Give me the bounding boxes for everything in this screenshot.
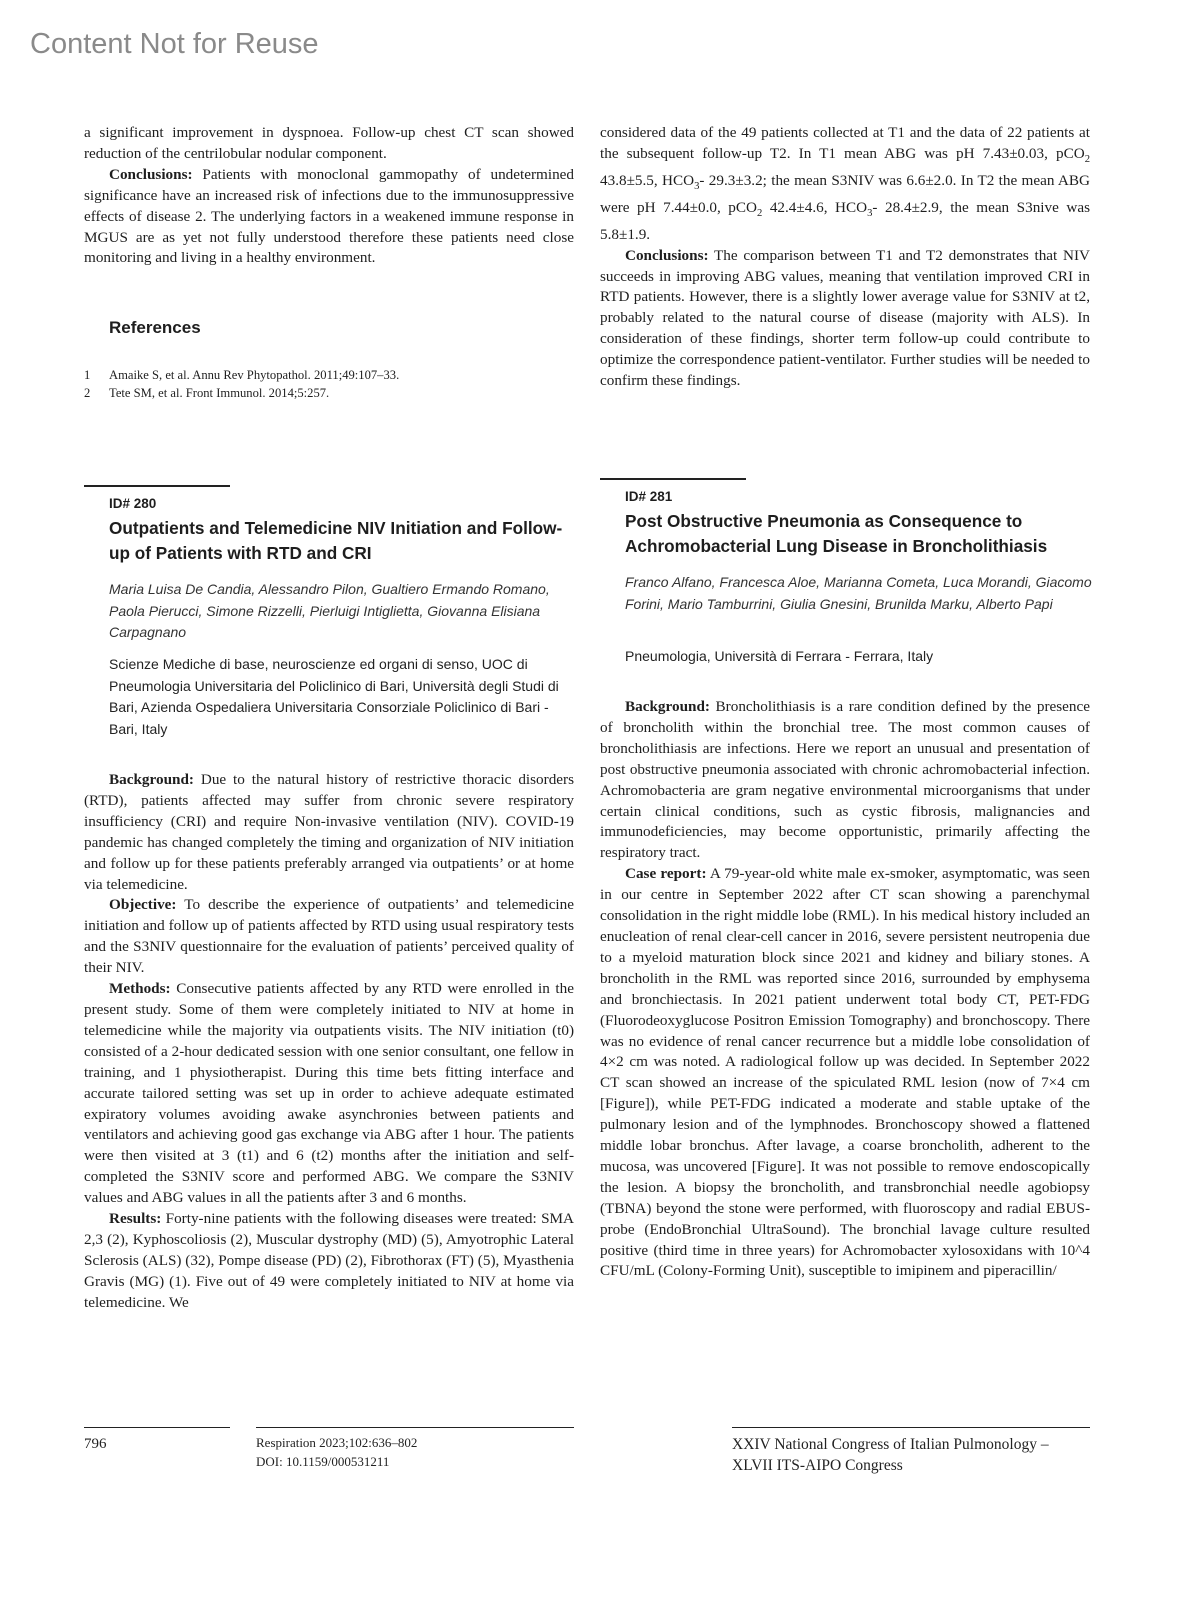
objective-label: Objective: [109, 896, 177, 914]
results-label: Results: [109, 1210, 162, 1228]
background-paragraph [600, 697, 1090, 864]
congress-line: XLVII ITS-AIPO Congress [732, 1457, 903, 1474]
results-paragraph [84, 1209, 574, 1314]
background-text: Due to the natural history of restrictive thoracic disorders (RTD), patients affected may suffer from chronic severe respiratory insufficiency (CRI) and require Non-invasive ventilation (NIV). COVID-19 pandemic has changed completely the timing and organization of NIV initiation and follow up for these patients preferably arranged via outpatients’ or at home via telemedicine. [84, 771, 574, 893]
background-label: Background: [625, 698, 710, 715]
case-report-text: A 79-year-old white male ex-smoker, asymptomatic, was seen in our centre in September 2022 after CT scan showing a parenchymal consolidation in the right middle lobe (RML). In his medical history included an enucleation of renal clear-cell cancer in 2016, severe persistent neutropenia due to a myeloid maturation block since 2021 and kidney and biliary stones. A broncholith in the RML was reported since 2016, surrounded by emphysema and bronchiectasis. In 2021 patient underwent total body CT, PET-FDG (Fluorodeoxyglucose Positron Emission Tomography) and bronchoscopy. There was no evidence of renal cancer recurrence but a middle lobe consolidation of 4×2 cm was noted. A radiological follow up was decided. In September 2022 CT scan showed an increase of the spiculated RML lesion (now of 7×4 cm [Figure]), while PET-FDG indicated a moderate and stable uptake of the pulmonary lesion and of the lymphnodes. Bronchoscopy showed a flattened middle lobar bronchus. After lavage, a coarse broncholith, adherent to the mucosa, was uncovered [Figure]. It was not possible to remove endoscopically the lesion. A biopsy the broncholith, and transbronchial needle agobiopsy (TBNA) beyond the stone were performed, with fluoroscopy and radial EBUS-probe (EndoBronchial UltraSound). The bronchial lavage culture resulted positive (third time in three years) for Achromobacter xylosoxidans with 10^4 CFU/mL (Colony-Forming Unit), susceptible to imipinem and piperacillin/ [600, 865, 1090, 1280]
results-text: Forty-nine patients with the following diseases were treated: SMA 2,3 (2), Kyphoscoliosis (2), Muscular dystrophy (MD) (5), Amyotrophic Lateral Sclerosis (ALS) (32), Pompe disease (PD) (2), Fibrothorax (FT) (5), Myasthenia Gravis (MG) (1). Five out of 49 were completely initiated to NIV at home via telemedicine. We [84, 1210, 574, 1311]
journal-name: Respiration 2023;102:636–802 [256, 1435, 418, 1450]
subscript: 2 [1084, 153, 1090, 165]
abstract-id: ID# 281 [625, 489, 673, 504]
references-heading: References [109, 318, 201, 337]
methods-label: Methods: [109, 980, 171, 998]
objective-paragraph [84, 895, 574, 979]
right-column-top [600, 123, 1090, 392]
results-continued-paragraph [600, 123, 1090, 246]
reference-list [84, 366, 574, 402]
case-report-paragraph [600, 864, 1090, 1282]
results-text: 43.8±5.5, HCO [600, 171, 695, 189]
congress-title [732, 1434, 1049, 1476]
abstract-281-body [600, 697, 1090, 1282]
left-column-top [84, 123, 574, 269]
reference-number: 2 [84, 386, 91, 400]
conclusions-label: Conclusions: [109, 165, 193, 183]
abstract-id: ID# 280 [109, 496, 157, 511]
abstract-title: Outpatients and Telemedicine NIV Initiation and Follow-up of Patients with RTD and CRI [109, 518, 563, 563]
case-report-label: Case report: [625, 865, 707, 883]
abstract-affiliation: Pneumologia, Università di Ferrara - Ferrara, Italy [625, 648, 934, 664]
results-text: considered data of the 49 patients collected at T1 and the data of 22 patients at the subsequent follow-up T2. In T1 mean ABG was pH 7.43±0.03, pCO [600, 124, 1090, 162]
footer-rule [256, 1427, 574, 1428]
subscript: 2 [757, 207, 763, 219]
abstract-title: Post Obstructive Pneumonia as Consequence to Achromobacterial Lung Disease in Broncholithiasis [625, 511, 1048, 556]
reference-item [84, 366, 574, 384]
reference-text: Tete SM, et al. Front Immunol. 2014;5:257. [109, 386, 330, 400]
methods-text: Consecutive patients affected by any RTD were enrolled in the present study. Some of them were completely initiated to NIV at home in telemedicine while the majority via outpatients visits. The NIV initiation (t0) consisted of a 2-hour dedicated session with one senior consultant, one fellow in training, and 1 physiotherapist. During this time bets fitting interface and accurate tailored setting was set up in order to achieve adequate estimated expiratory volumes avoiding awake asynchronies between patients and ventilators and achieving good gas exchange via ABG after 1 hour. The patients were then visited at 3 (t1) and 6 (t2) months after the initiation and self-completed the S3NIV score and performed ABG. We compare the S3NIV values and ABG values in all the patients after 3 and 6 months. [84, 980, 574, 1207]
results-text: - 29.3±3.2; the mean S3NIV was 6.6±2.0. In T2 the mean ABG were pH 7.44±0.0, pCO [600, 171, 1091, 216]
conclusions-paragraph [600, 246, 1090, 392]
abstract-authors: Franco Alfano, Francesca Aloe, Marianna Cometa, Luca Morandi, Giacomo Forini, Mario Tamburrini, Giulia Gnesini, Brunilda Marku, Alberto Papi [625, 574, 1092, 612]
congress-line: XXIV National Congress of Italian Pulmonology – [732, 1436, 1049, 1453]
abstract-authors: Maria Luisa De Candia, Alessandro Pilon, Gualtiero Ermando Romano, Paola Pierucci, Simone Rizzelli, Pierluigi Intiglietta, Giovanna Elisiana Carpagnano [109, 581, 550, 640]
abstract-280-body [84, 770, 574, 1314]
background-paragraph [84, 770, 574, 895]
abstract-affiliation: Scienze Mediche di base, neuroscienze ed organi di senso, UOC di Pneumologia Universitaria del Policlinico di Bari, Università degli Studi di Bari, Azienda Ospedaliera Universitaria Consorziale Policlinico di Bari - Bari, Italy [109, 656, 559, 737]
reference-number: 1 [84, 368, 91, 382]
reference-text: Amaike S, et al. Annu Rev Phytopathol. 2011;49:107–33. [109, 368, 400, 382]
conclusions-text: Patients with monoclonal gammopathy of undetermined significance have an increased risk of infections due to the immunosuppressive effects of disease 2. The underlying factors in a weakened immune response in MGUS are as yet not fully understood therefore these patients need close monitoring and living in a healthy environment. [84, 165, 574, 267]
results-text: - 28.4±2.9, the mean S3nive was 5.8±1.9. [600, 198, 1090, 243]
conclusions-text: The comparison between T1 and T2 demonstrates that NIV succeeds in improving ABG values, meaning that ventilation improved CRI in RTD patients. However, there is a slightly lower average value for S3NIV at t2, probably related to the natural course of disease (majority with ALS). In consideration of these findings, shorter term follow-up could contribute to optimize the correspondence patient-ventilator. Further studies will be needed to confirm these findings. [600, 246, 1090, 390]
page-number: 796 [84, 1436, 107, 1452]
reference-item [84, 384, 574, 402]
background-text: Broncholithiasis is a rare condition defined by the presence of broncholith within the bronchial tree. The most common causes of broncholithiasis are infections. Here we report an unusual and presentation of post obstructive pneumonia associated with chronic achromobacterial infection. Achromobacteria are gram negative environmental microorganisms that under certain clinical conditions, such as cystic fibrosis, malignancies and immunodeficiencies, may become opportunistic, primarily affecting the respiratory tract. [600, 698, 1090, 862]
results-text: 42.4±4.6, HCO [762, 198, 868, 216]
methods-paragraph [84, 979, 574, 1209]
objective-text: To describe the experience of outpatients’ and telemedicine initiation and follow up of patients affected by RTD using usual respiratory tests and the S3NIV questionnaire for the evaluation of patients’ perceived quality of their NIV. [84, 896, 574, 977]
footer-rule [84, 1427, 230, 1428]
watermark: Content Not for Reuse [30, 28, 319, 60]
conclusions-paragraph [84, 165, 574, 270]
section-rule [84, 485, 230, 487]
background-label: Background: [109, 771, 194, 788]
journal-citation [256, 1433, 417, 1471]
continued-paragraph: a significant improvement in dyspnoea. Follow-up chest CT scan showed reduction of the centrilobular nodular component. [84, 124, 574, 162]
footer-rule [732, 1427, 1090, 1428]
section-rule [600, 478, 746, 480]
subscript: 3 [867, 207, 873, 219]
conclusions-label: Conclusions: [625, 246, 709, 264]
doi: DOI: 10.1159/000531211 [256, 1454, 390, 1469]
subscript: 3 [694, 180, 700, 192]
